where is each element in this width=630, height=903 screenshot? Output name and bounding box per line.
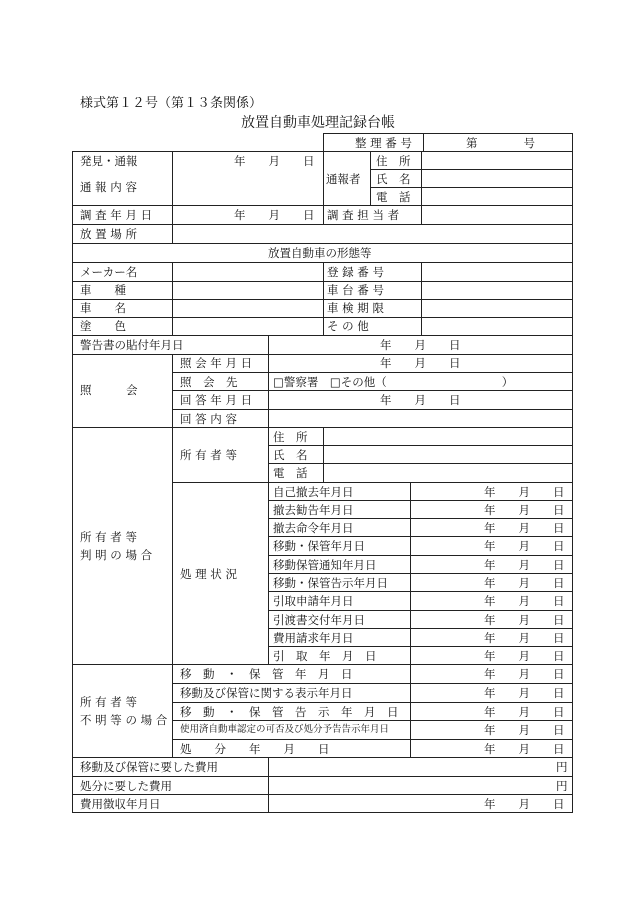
status-item-date: 年 月 日 xyxy=(484,558,565,572)
label-dai-gou: 第 号 xyxy=(466,136,535,150)
keikoku-date: 年 月 日 xyxy=(380,338,461,352)
label-shamei: 車 名 xyxy=(80,301,126,315)
label-shimei: 氏 名 xyxy=(376,172,411,186)
label-hakken: 発見・通報 xyxy=(80,154,138,168)
status-item-label: 撤去勧告年月日 xyxy=(273,503,354,517)
status-item-label: 移動・保管年月日 xyxy=(273,539,365,553)
unknown-item-label: 処 分 年 月 日 xyxy=(180,742,330,756)
status-item-date: 年 月 日 xyxy=(484,594,565,608)
label-idou-hokan-cost: 移動及び保管に要した費用 xyxy=(80,760,218,774)
unknown-item-date: 年 月 日 xyxy=(484,686,565,700)
label-jusho: 住 所 xyxy=(376,154,411,168)
label-keitai-header: 放置自動車の形態等 xyxy=(268,246,372,260)
status-item-label: 移動・保管告示年月日 xyxy=(273,576,388,590)
label-hanmei-2: 判 明 の 場 合 xyxy=(80,548,153,562)
status-item-label: 引 取 年 月 日 xyxy=(273,649,377,663)
status-item-date: 年 月 日 xyxy=(484,503,565,517)
status-item-label: 移動保管通知年月日 xyxy=(273,558,377,572)
label-shori-jokyo: 処 理 状 況 xyxy=(180,567,237,581)
kaito-date: 年 月 日 xyxy=(380,393,461,407)
form-title: 放置自動車処理記録台帳 xyxy=(241,115,395,131)
yen-2: 円 xyxy=(556,779,568,793)
label-owner-shimei: 氏 名 xyxy=(273,448,308,462)
status-item-label: 費用請求年月日 xyxy=(273,631,354,645)
shokai-saki-options: □警察署 □その他（ ） xyxy=(273,375,514,389)
hakken-date: 年 月 日 xyxy=(234,154,315,168)
label-tsuho-naiyo: 通 報 内 容 xyxy=(80,180,137,194)
yen-1: 円 xyxy=(556,760,568,774)
label-hanmei-1: 所 有 者 等 xyxy=(80,530,137,544)
label-shashu: 車 種 xyxy=(80,283,126,297)
status-item-label: 自己撤去年月日 xyxy=(273,485,354,499)
status-item-date: 年 月 日 xyxy=(484,576,565,590)
status-item-label: 引渡書交付年月日 xyxy=(273,613,365,627)
label-denwa: 電 話 xyxy=(376,190,411,204)
label-hochi-basho: 放 置 場 所 xyxy=(80,227,137,241)
unknown-item-date: 年 月 日 xyxy=(484,723,565,737)
label-owner-denwa: 電 話 xyxy=(273,466,308,480)
form-number: 様式第１２号（第１３条関係） xyxy=(80,96,263,111)
label-shobun-cost: 処分に要した費用 xyxy=(80,779,172,793)
label-shokai-saki: 照 会 先 xyxy=(180,375,238,389)
unknown-item-label: 移動及び保管に関する表示年月日 xyxy=(180,686,353,700)
label-seiri-bangou: 整 理 番 号 xyxy=(355,136,412,150)
status-item-date: 年 月 日 xyxy=(484,485,565,499)
label-maker: メーカー名 xyxy=(80,265,138,279)
status-item-date: 年 月 日 xyxy=(484,613,565,627)
label-shokai: 照 会 xyxy=(80,383,138,397)
label-fumei-1: 所 有 者 等 xyxy=(80,695,137,709)
label-fumei-2: 不 明 等 の 場 合 xyxy=(80,713,168,727)
label-tsuhosha: 通報者 xyxy=(326,172,361,186)
shokai-date: 年 月 日 xyxy=(380,356,461,370)
label-kaito-ymd: 回 答 年 月 日 xyxy=(180,393,253,407)
unknown-item-date: 年 月 日 xyxy=(484,667,565,681)
status-item-label: 引取申請年月日 xyxy=(273,594,354,608)
label-shoyusha-to: 所 有 者 等 xyxy=(180,448,237,462)
label-chosa-tanto: 調 査 担 当 者 xyxy=(327,208,400,222)
choshu-date: 年 月 日 xyxy=(484,797,565,811)
status-item-date: 年 月 日 xyxy=(484,631,565,645)
unknown-item-label: 移 動 ・ 保 管 年 月 日 xyxy=(180,667,353,681)
status-item-date: 年 月 日 xyxy=(484,521,565,535)
label-shokai-ymd: 照 会 年 月 日 xyxy=(180,356,253,370)
label-toroku: 登 録 番 号 xyxy=(327,265,384,279)
label-owner-jusho: 住 所 xyxy=(273,430,308,444)
status-item-date: 年 月 日 xyxy=(484,649,565,663)
status-item-date: 年 月 日 xyxy=(484,539,565,553)
unknown-item-label: 移 動 ・ 保 管 告 示 年 月 日 xyxy=(180,705,399,719)
unknown-item-date: 年 月 日 xyxy=(484,742,565,756)
status-item-label: 撤去命令年月日 xyxy=(273,521,354,535)
label-tosyoku: 塗 色 xyxy=(80,319,126,333)
label-shaken: 車 検 期 限 xyxy=(327,301,384,315)
label-hiyou-choshu: 費用徴収年月日 xyxy=(80,797,161,811)
label-sonota: そ の 他 xyxy=(327,319,369,333)
label-shadai: 車 台 番 号 xyxy=(327,283,384,297)
chosa-date: 年 月 日 xyxy=(234,208,315,222)
label-kaito-naiyo: 回 答 内 容 xyxy=(180,412,237,426)
label-keikoku: 警告書の貼付年月日 xyxy=(80,338,184,352)
unknown-item-date: 年 月 日 xyxy=(484,705,565,719)
unknown-item-label: 使用済自動車認定の可否及び処分予告告示年月日 xyxy=(180,724,390,735)
label-chosa-ymd: 調 査 年 月 日 xyxy=(80,208,153,222)
